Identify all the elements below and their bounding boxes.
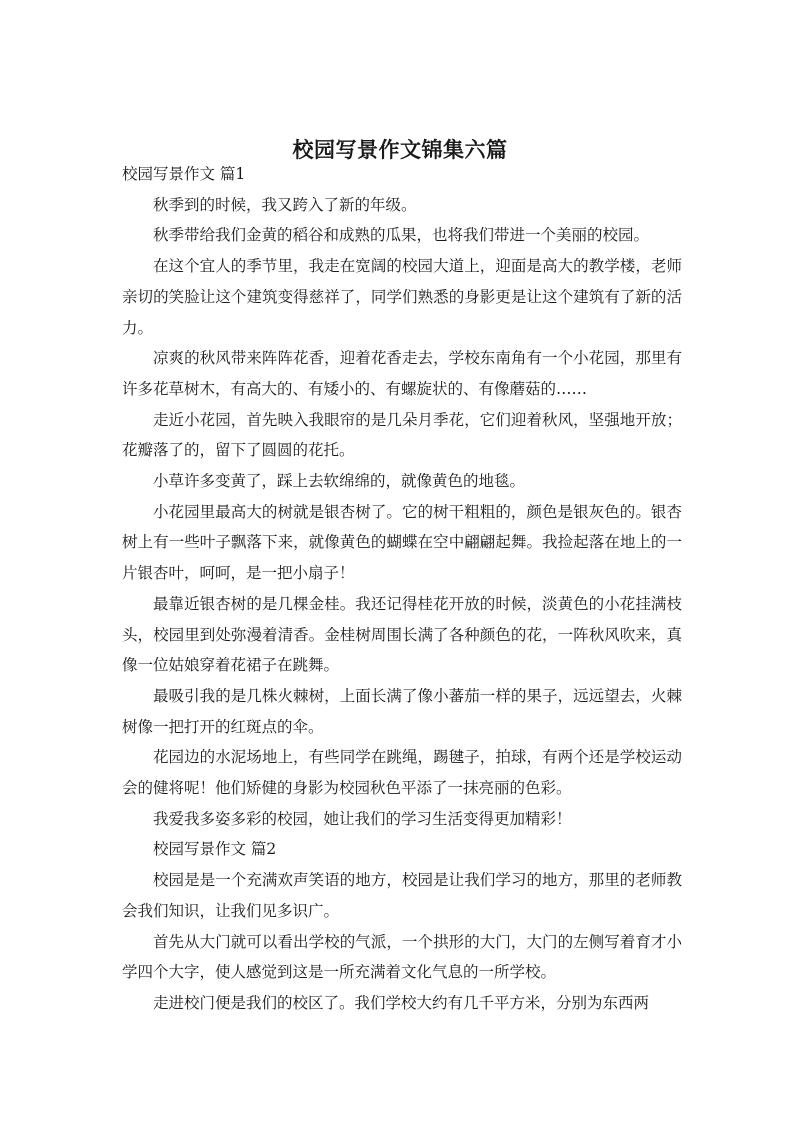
paragraph: 在这个宜人的季节里，我走在宽阔的校园大道上，迎面是高大的教学楼，老师亲切的笑脸让这个建筑变得慈祥了，同学们熟悉的身影更是让这个建筑有了新的活力。 — [122, 257, 682, 337]
paragraph: 最靠近银杏树的是几棵金桂。我还记得桂花开放的时候，淡黄色的小花挂满枝头，校园里到处弥漫着清香。金桂树周围长满了各种颜色的花，一阵秋风吹来，真像一位姑娘穿着花裙子在跳舞。 — [122, 594, 682, 675]
paragraph: 小花园里最高大的树就是银杏树了。它的树干粗粗的，颜色是银灰色的。银杏树上有一些叶子飘落下来，就像黄色的蝴蝶在空中翩翩起舞。我捡起落在地上的一片银杏叶，呵呵，是一把小扇子！ — [122, 502, 682, 583]
paragraph: 花园边的水泥场地上，有些同学在跳绳，踢毽子，拍球，有两个还是学校运动会的健将呢！他们矫健的身影为校园秋色平添了一抹亮丽的色彩。 — [122, 748, 682, 798]
document-body — [122, 159, 682, 1019]
paragraph: 秋季到的时候，我又跨入了新的年级。 — [153, 195, 417, 214]
document-title: 校园写景作文锦集六篇 — [292, 138, 508, 163]
section-heading-2: 校园写景作文 篇2 — [153, 840, 277, 859]
paragraph: 走近小花园，首先映入我眼帘的是几朵月季花，它们迎着秋风，坚强地开放；花瓣落了的，留下了圆圆的花托。 — [122, 410, 682, 460]
paragraph: 秋季带给我们金黄的稻谷和成熟的瓜果，也将我们带进一个美丽的校园。 — [153, 226, 650, 245]
section-heading-1: 校园写景作文 篇1 — [122, 165, 246, 183]
paragraph: 凉爽的秋风带来阵阵花香，迎着花香走去，学校东南角有一个小花园，那里有许多花草树木，有高大的、有矮小的、有螺旋状的、有像蘑菇的…… — [122, 349, 682, 398]
paragraph: 走进校门便是我们的校区了。我们学校大约有几千平方米，分别为东西两 — [153, 993, 650, 1012]
paragraph: 最吸引我的是几株火棘树，上面长满了像小蕃茄一样的果子，远远望去，火棘树像一把打开的红斑点的伞。 — [122, 686, 682, 736]
paragraph: 首先从大门就可以看出学校的气派，一个拱形的大门，大门的左侧写着育才小学四个大字，使人感觉到这是一所充满着文化气息的一所学校。 — [122, 932, 682, 982]
paragraph: 我爱我多姿多彩的校园，她让我们的学习生活变得更加精彩！ — [153, 809, 572, 828]
paragraph: 小草许多变黄了，踩上去软绵绵的，就像黄色的地毯。 — [153, 472, 526, 491]
paragraph: 校园是是一个充满欢声笑语的地方，校园是让我们学习的地方，那里的老师教会我们知识，让我们见多识广。 — [122, 871, 682, 920]
